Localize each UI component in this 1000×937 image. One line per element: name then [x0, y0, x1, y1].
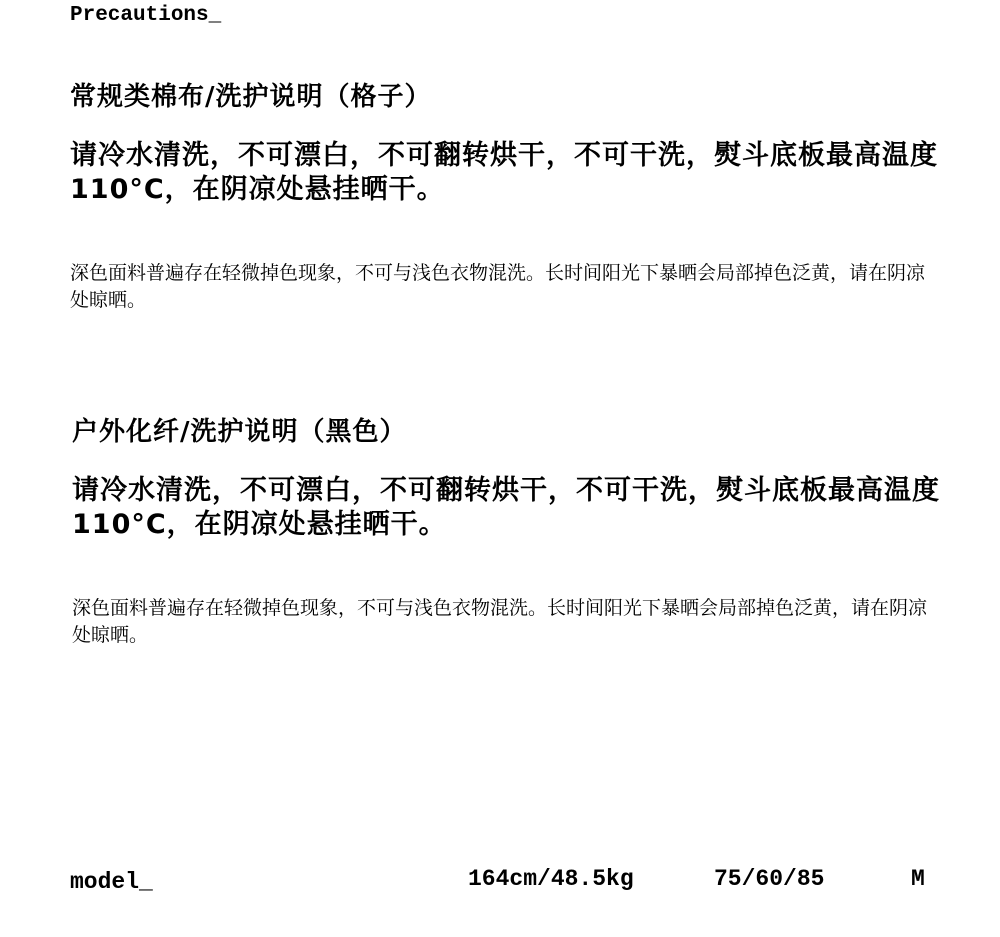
- precautions-label: Precautions_: [70, 4, 222, 27]
- color-fade-note: 深色面料普遍存在轻微掉色现象，不可与浅色衣物混洗。长时间阳光下暴晒会局部掉色泛黄，请在阴凉处晾晒。: [70, 262, 926, 311]
- care-section-plaid: [70, 80, 940, 314]
- section-title: 户外化纤/洗护说明（黑色）: [72, 417, 407, 447]
- model-info-row: [0, 866, 1000, 900]
- section-title: 常规类棉布/洗护说明（格子）: [70, 82, 432, 112]
- care-section-black: [72, 415, 942, 649]
- model-label: model_: [70, 869, 153, 895]
- model-height-weight: 164cm/48.5kg: [468, 866, 634, 892]
- model-size: M: [911, 866, 925, 892]
- wash-instructions: 请冷水清洗，不可漂白，不可翻转烘干，不可干洗，熨斗底板最高温度110°C，在阴凉处悬挂晒干。: [70, 140, 938, 205]
- wash-instructions: 请冷水清洗，不可漂白，不可翻转烘干，不可干洗，熨斗底板最高温度110°C，在阴凉处悬挂晒干。: [72, 475, 940, 540]
- model-measurements: 75/60/85: [714, 866, 825, 892]
- color-fade-note: 深色面料普遍存在轻微掉色现象，不可与浅色衣物混洗。长时间阳光下暴晒会局部掉色泛黄，请在阴凉处晾晒。: [72, 597, 928, 646]
